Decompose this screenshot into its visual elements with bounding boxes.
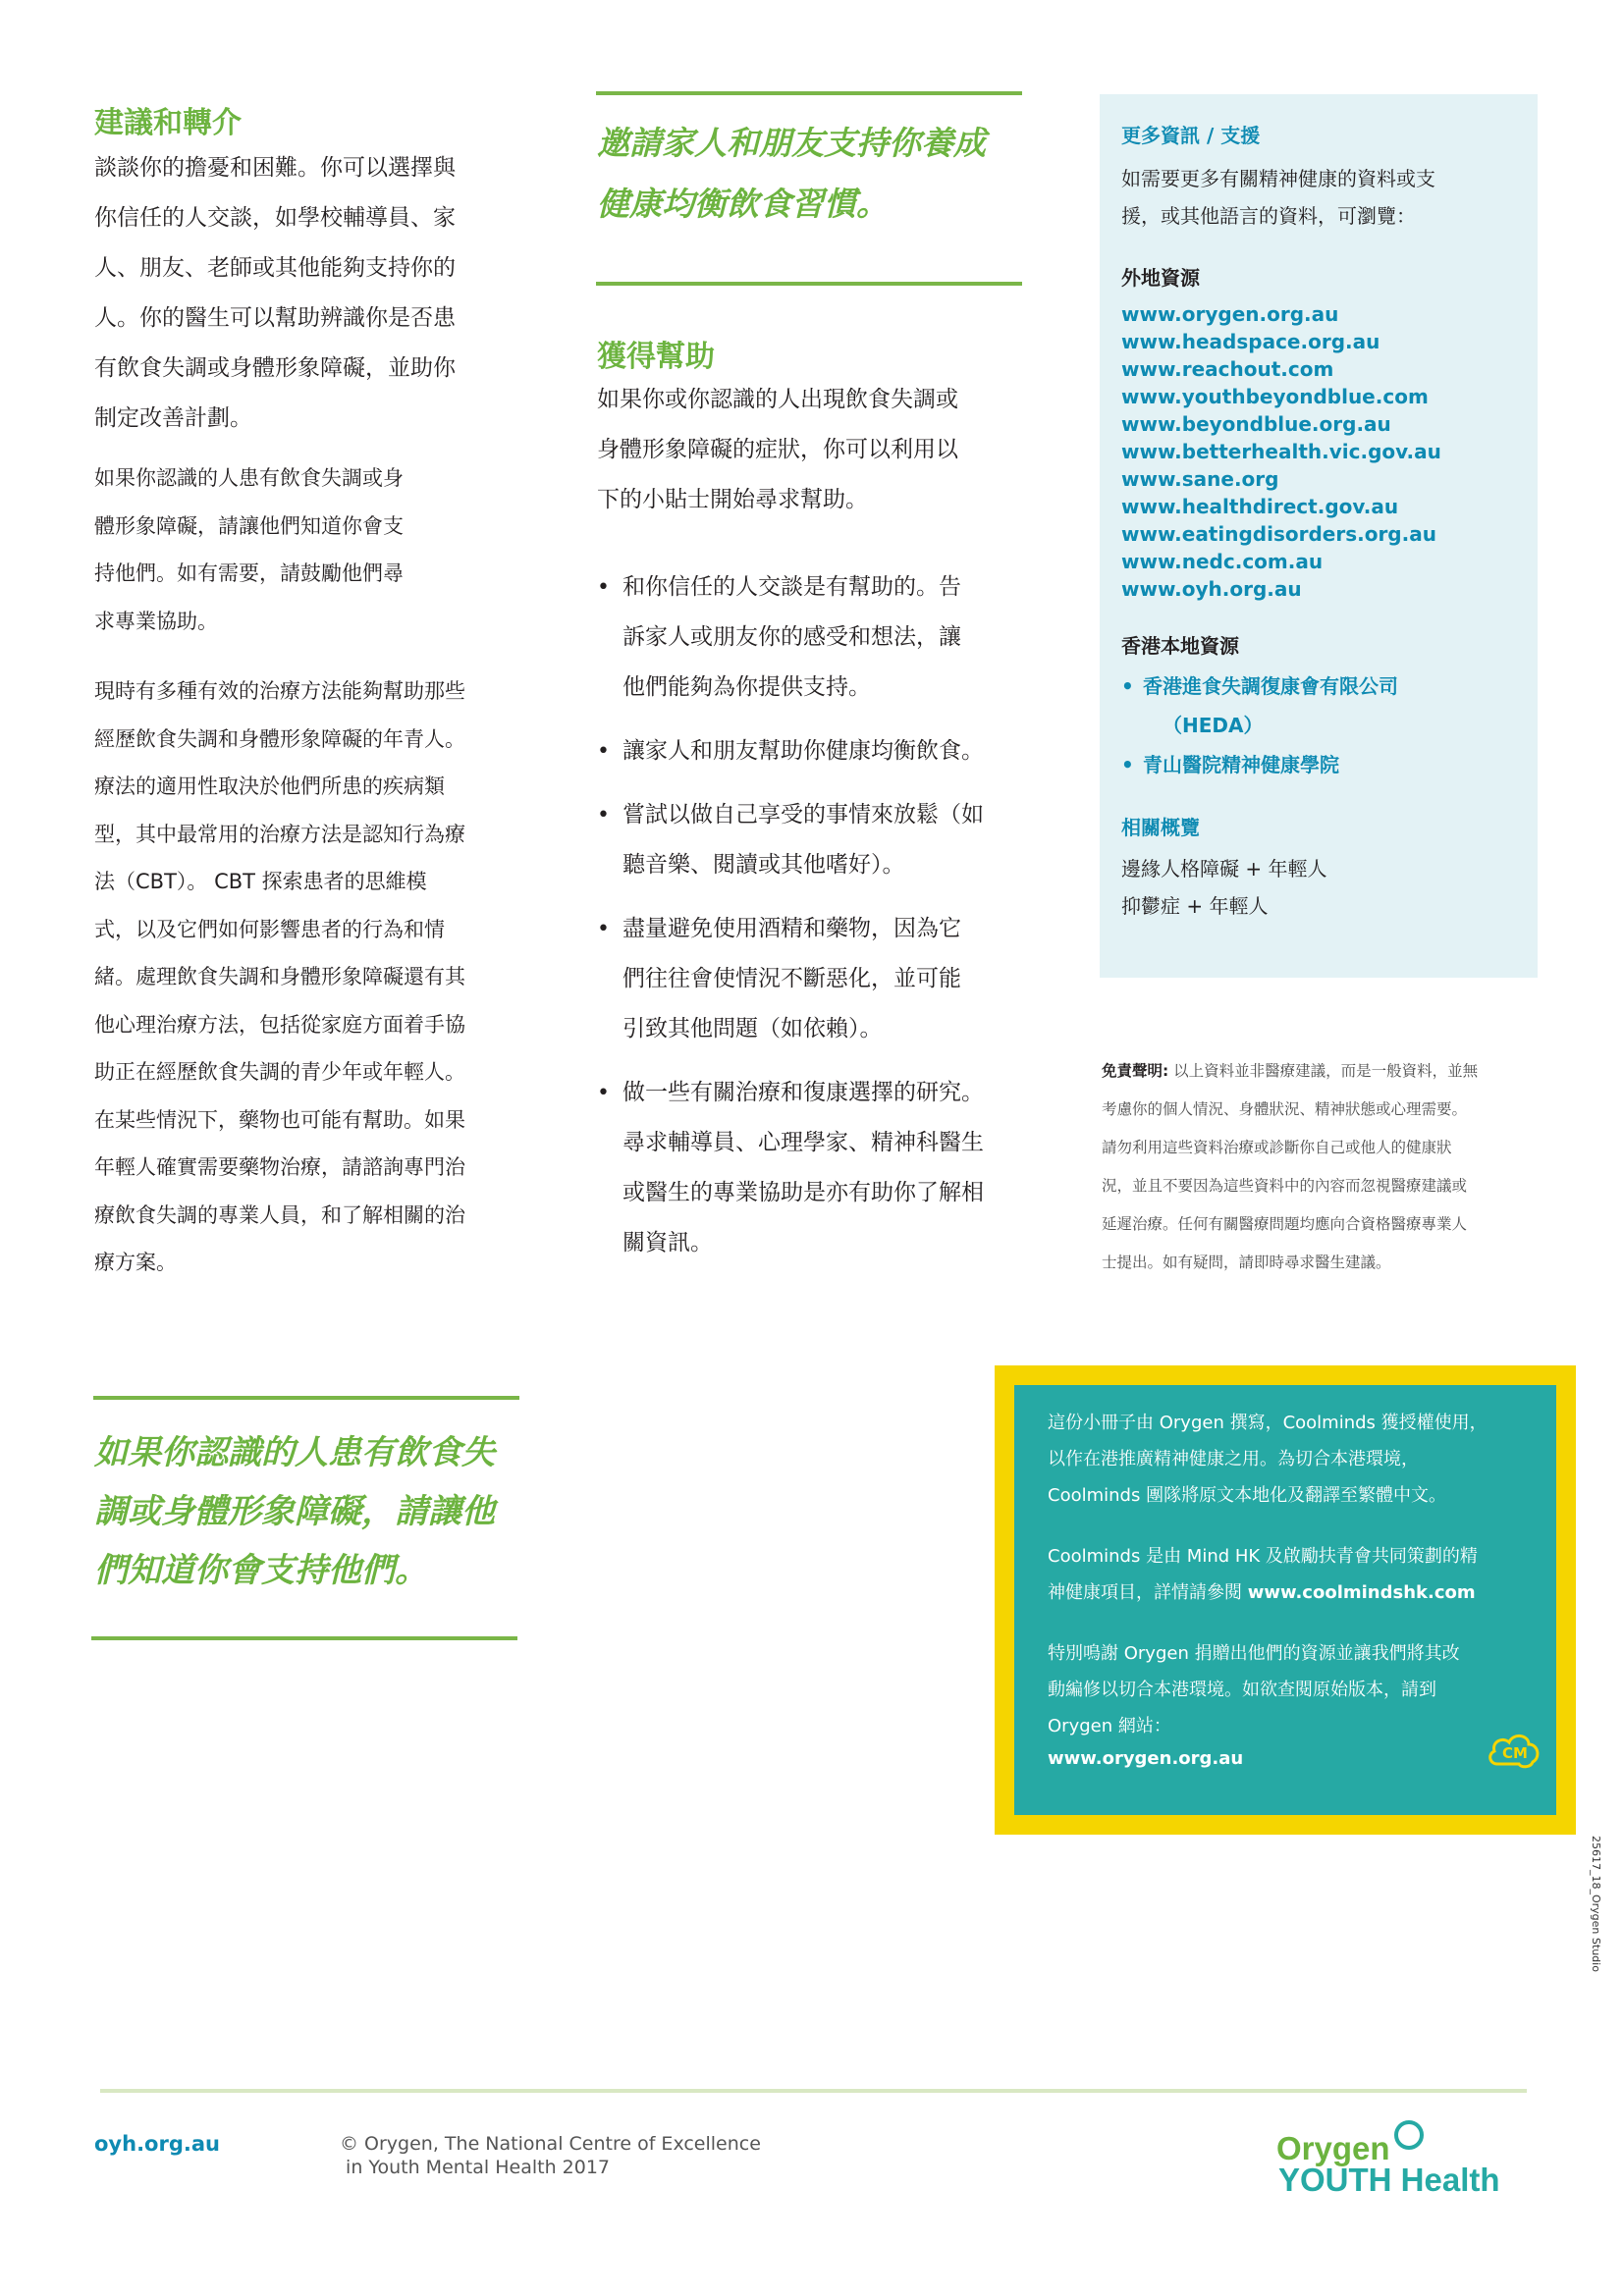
text-line: 經歷飲食失調和身體形象障礙的年青人。 xyxy=(94,726,465,751)
print-code xyxy=(1585,1836,1602,1983)
text-line: 訴家人或朋友你的感受和想法，讓 xyxy=(622,624,961,650)
advice-heading: 建議和轉介 xyxy=(94,106,242,140)
coolminds-link[interactable]: www.coolmindshk.com xyxy=(1247,1582,1476,1603)
related-item[interactable]: 邊緣人格障礙 + 年輕人 xyxy=(1121,857,1327,881)
divider xyxy=(93,1396,519,1400)
quote-line: 如果你認識的人患有飲食失 xyxy=(94,1433,495,1472)
text-line: 以作在港推廣精神健康之用。為切合本港環境， xyxy=(1048,1449,1419,1469)
credit-paragraph-3 xyxy=(1048,1635,1539,1774)
local-resources-list xyxy=(1121,667,1524,784)
text-line: • 做一些有關治療和復康選擇的研究。 xyxy=(622,1080,984,1105)
text-line: 他心理治療方法，包括從家庭方面着手協 xyxy=(94,1012,465,1037)
text-line: 在某些情況下，藥物也可能有幫助。如果 xyxy=(94,1107,465,1132)
divider xyxy=(596,91,1022,95)
text-line: 引致其他問題（如依賴）。 xyxy=(622,1016,883,1041)
text-line: 你信任的人交談，如學校輔導員、家 xyxy=(94,205,456,231)
text-line: 延遲治療。任何有關醫療問題均應向合資格醫療專業人 xyxy=(1102,1215,1468,1233)
overseas-resources-title: 外地資源 xyxy=(1121,266,1200,290)
text-line: 談談你的擔憂和困難。你可以選擇與 xyxy=(94,155,456,181)
local-resource-item[interactable] xyxy=(1121,667,1524,745)
get-help-heading: 獲得幫助 xyxy=(597,340,715,374)
resource-link[interactable]: www.beyondblue.org.au xyxy=(1121,412,1391,436)
resource-link[interactable]: www.betterhealth.vic.gov.au xyxy=(1121,440,1441,463)
credit-paragraph-1 xyxy=(1048,1405,1539,1514)
credit-inner xyxy=(1014,1385,1556,1815)
coolminds-logo-icon xyxy=(1486,1729,1544,1772)
text-line: 或醫生的專業協助是亦有助你了解相 xyxy=(622,1180,984,1205)
text-line: 尋求輔導員、心理學家、精神科醫生 xyxy=(622,1130,984,1155)
text-line: 緒。處理飲食失調和身體形象障礙還有其 xyxy=(94,965,465,988)
orygen-logo-subtext xyxy=(1278,2163,1500,2197)
more-info-box xyxy=(1100,94,1538,978)
text-line: 士提出。如有疑問，請即時尋求醫生建議。 xyxy=(1102,1254,1391,1271)
text-line: 如果你認識的人患有飲食失調或身 xyxy=(94,466,404,490)
list-item xyxy=(597,726,1029,776)
text-line: 現時有多種有效的治療方法能夠幫助那些 xyxy=(94,679,465,703)
text-line: • 香港進食失調復康會有限公司 xyxy=(1143,674,1398,698)
text-line: 人。你的醫生可以幫助辨識你是否患 xyxy=(94,305,456,331)
support-quote xyxy=(94,1423,546,1600)
quote-line: 調或身體形象障礙，請讓他 xyxy=(94,1492,495,1531)
text-line: 動編修以切合本港環境。如欲查閱原始版本，請到 xyxy=(1048,1680,1436,1700)
text-line: Coolminds 團隊將原文本地化及翻譯至繁體中文。 xyxy=(1048,1485,1447,1506)
list-item xyxy=(597,790,1029,890)
related-item[interactable]: 抑鬱症 + 年輕人 xyxy=(1121,894,1269,918)
text-line: • 嘗試以做自己享受的事情來放鬆（如 xyxy=(622,802,984,828)
text-line: • 青山醫院精神健康學院 xyxy=(1143,753,1339,776)
text-line: 下的小貼士開始尋求幫助。 xyxy=(597,487,868,512)
divider xyxy=(596,282,1022,286)
text-line: 式，以及它們如何影響患者的行為和情 xyxy=(94,917,445,941)
coolminds-logo-text: CM xyxy=(1502,1744,1528,1762)
text-line: 療方案。 xyxy=(94,1251,177,1274)
text-line: 關資訊。 xyxy=(622,1230,713,1255)
resource-link[interactable]: www.reachout.com xyxy=(1121,357,1334,381)
advice-paragraph-1 xyxy=(94,143,526,444)
orygen-logo-ring-icon xyxy=(1392,2118,1426,2152)
quote-line: 健康均衡飲食習慣。 xyxy=(597,185,889,223)
treatment-paragraph xyxy=(94,667,536,1287)
get-help-intro xyxy=(597,375,1029,525)
more-info-intro xyxy=(1121,160,1524,235)
resource-link[interactable]: www.sane.org xyxy=(1121,467,1279,491)
resource-links xyxy=(1121,300,1524,603)
text-line: 制定改善計劃。 xyxy=(94,405,252,431)
text-line: 體形象障礙，請讓他們知道你會支 xyxy=(94,513,404,538)
resource-link[interactable]: www.youthbeyondblue.com xyxy=(1121,385,1429,408)
text-line: （HEDA） xyxy=(1163,714,1264,737)
text-line: 有飲食失調或身體形象障礙，並助你 xyxy=(94,355,456,381)
text-line: 援，或其他語言的資料，可瀏覽： xyxy=(1121,204,1416,228)
text-line: Coolminds 是由 Mind HK 及啟勵扶青會共同策劃的精 xyxy=(1048,1546,1478,1567)
text-line: 如需要更多有關精神健康的資料或支 xyxy=(1121,167,1435,190)
text-line: • 讓家人和朋友幫助你健康均衡飲食。 xyxy=(622,738,984,764)
local-resources-title: 香港本地資源 xyxy=(1121,634,1239,658)
resource-link[interactable]: www.nedc.com.au xyxy=(1121,550,1324,573)
text-line: 型，其中最常用的治療方法是認知行為療 xyxy=(94,822,465,846)
orygen-logo xyxy=(1276,2118,1522,2197)
list-item xyxy=(597,1068,1029,1268)
text-line: 如果你或你認識的人出現飲食失調或 xyxy=(597,387,958,412)
credit-paragraph-2 xyxy=(1048,1538,1539,1611)
text-line: 持他們。如有需要，請鼓勵他們尋 xyxy=(94,561,404,585)
text-line: 療法的適用性取決於他們所患的疾病類 xyxy=(94,774,445,798)
orygen-link[interactable]: www.orygen.org.au xyxy=(1048,1748,1244,1769)
text-line xyxy=(1102,1052,1543,1091)
text-line: 考慮你的個人情況、身體狀況、精神狀態或心理需要。 xyxy=(1102,1100,1468,1118)
resource-link[interactable]: www.oyh.org.au xyxy=(1121,577,1302,601)
text-line: 助正在經歷飲食失調的青少年或年輕人。 xyxy=(94,1060,465,1084)
orygen-logo-text: Orygen xyxy=(1276,2130,1390,2166)
text-line: 們往往會使情況不斷惡化，並可能 xyxy=(622,966,961,991)
footer-divider xyxy=(100,2089,1527,2093)
resource-link[interactable]: www.headspace.org.au xyxy=(1121,330,1380,353)
list-item xyxy=(597,904,1029,1054)
health-text: Health xyxy=(1400,2162,1500,2198)
text-line xyxy=(1048,1575,1539,1611)
quote-line: 邀請家人和朋友支持你養成 xyxy=(597,124,986,162)
text-line: 人、朋友、老師或其他能夠支持你的 xyxy=(94,255,456,281)
text-line: 請勿利用這些資料治療或診斷你自己或他人的健康狀 xyxy=(1102,1139,1452,1156)
more-info-title: 更多資訊 / 支援 xyxy=(1121,124,1261,147)
print-code-text: 25617_18_Orygen Studio xyxy=(1590,1836,1602,1972)
resource-link[interactable]: www.eatingdisorders.org.au xyxy=(1121,522,1436,546)
divider xyxy=(91,1636,517,1640)
text-line: 聽音樂、閱讀或其他嗜好）。 xyxy=(622,852,905,878)
text-line: 年輕人確實需要藥物治療，請諮詢專門治 xyxy=(94,1155,465,1179)
family-quote xyxy=(597,113,1029,235)
text-line: 求專業協助。 xyxy=(94,609,218,633)
footer-copyright xyxy=(340,2132,850,2179)
list-item xyxy=(597,562,1029,713)
local-resource-item[interactable] xyxy=(1121,745,1524,784)
youth-text: YOUTH xyxy=(1278,2162,1392,2198)
footer-url-link[interactable]: oyh.org.au xyxy=(94,2132,220,2156)
related-title: 相關概覽 xyxy=(1121,816,1200,839)
text-span: 神健康項目，詳情請參閱 xyxy=(1048,1582,1248,1603)
text-line: 法（CBT）。 CBT 探索患者的思維模 xyxy=(94,870,427,893)
resource-link[interactable]: www.orygen.org.au xyxy=(1121,302,1339,326)
text-line: 身體形象障礙的症狀，你可以利用以 xyxy=(597,437,958,462)
text-line: in Youth Mental Health 2017 xyxy=(340,2157,610,2178)
quote-line: 們知道你會支持他們。 xyxy=(94,1551,428,1590)
advice-paragraph-2 xyxy=(94,454,526,645)
text-line: 療飲食失調的專業人員，和了解相關的治 xyxy=(94,1202,465,1227)
text-line: 特別鳴謝 Orygen 捐贈出他們的資源並讓我們將其改 xyxy=(1048,1643,1460,1664)
credit-box xyxy=(995,1365,1576,1835)
related-list xyxy=(1121,850,1524,925)
text-line: • 和你信任的人交談是有幫助的。告 xyxy=(622,574,961,600)
text-line: 這份小冊子由 Orygen 撰寫，Coolminds 獲授權使用， xyxy=(1048,1413,1488,1433)
text-line: © Orygen, The National Centre of Excellence xyxy=(340,2133,761,2155)
disclaimer-text: 以上資料並非醫療建議，而是一般資料，並無 xyxy=(1168,1062,1479,1080)
help-tips-list xyxy=(597,562,1029,1268)
text-line: • 盡量避免使用酒精和藥物，因為它 xyxy=(622,916,961,941)
disclaimer xyxy=(1102,1052,1543,1282)
text-line: 他們能夠為你提供支持。 xyxy=(622,674,871,700)
text-line: Orygen 網站： xyxy=(1048,1716,1171,1736)
resource-link[interactable]: www.healthdirect.gov.au xyxy=(1121,495,1399,518)
disclaimer-label: 免責聲明: xyxy=(1102,1062,1169,1080)
text-line: 況，並且不要因為這些資料中的內容而忽視醫療建議或 xyxy=(1102,1177,1468,1195)
